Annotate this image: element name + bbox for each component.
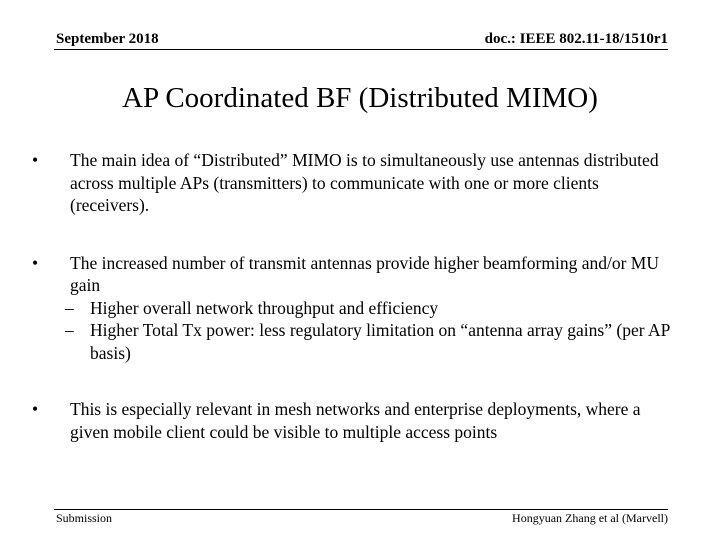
bullet-marker: • bbox=[32, 252, 39, 273]
footer-divider bbox=[54, 509, 668, 510]
sub-bullet-text: Higher Total Tx power: less regulatory limitation on “antenna array gains” (per AP basis) bbox=[90, 320, 670, 363]
header-divider bbox=[54, 49, 668, 50]
sub-bullet-text: Higher overall network throughput and efficiency bbox=[90, 297, 439, 318]
sub-bullet-item bbox=[32, 297, 672, 320]
bullet-text: The increased number of transmit antennas provide higher beamforming and/or MU gain bbox=[70, 252, 659, 295]
bullet-text: The main idea of “Distributed” MIMO is to simultaneously use antennas distributed across multiple APs (transmitters) to communicate with one or more clients (receivers). bbox=[70, 150, 659, 215]
bullet-marker: • bbox=[32, 150, 39, 170]
footer-author: Hongyuan Zhang et al (Marvell) bbox=[512, 511, 668, 525]
bullet-item bbox=[32, 252, 672, 297]
header-doc-id: doc.: IEEE 802.11-18/1510r1 bbox=[484, 31, 668, 47]
footer-submission: Submission bbox=[56, 511, 113, 525]
sub-bullet-marker: – bbox=[65, 297, 74, 318]
header-date: September 2018 bbox=[56, 31, 159, 47]
bullet-marker: • bbox=[32, 399, 39, 419]
bullet-list bbox=[32, 149, 672, 443]
bullet-item bbox=[32, 149, 672, 217]
slide-title: AP Coordinated BF (Distributed MIMO) bbox=[122, 82, 598, 114]
sub-bullet-item bbox=[32, 319, 672, 364]
bullet-text: This is especially relevant in mesh networks and enterprise deployments, where a given mobile client could be visible to multiple access points bbox=[70, 399, 641, 442]
bullet-item bbox=[32, 398, 672, 443]
sub-bullet-marker: – bbox=[65, 320, 74, 340]
